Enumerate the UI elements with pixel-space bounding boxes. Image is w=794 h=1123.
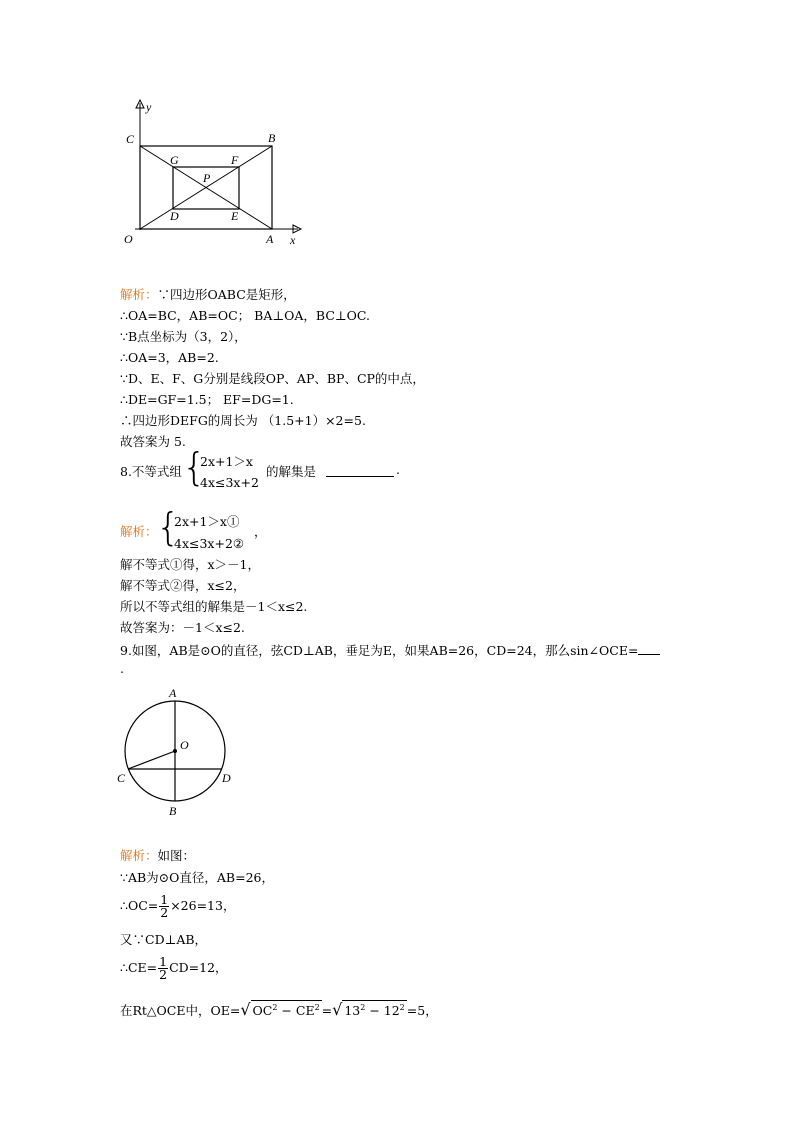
center-point xyxy=(173,749,177,753)
label-o: O xyxy=(180,738,189,752)
q7-solution-line3: ∵B点坐标为（3，2）， xyxy=(120,329,247,344)
q8-solution-line3: 所以不等式组的解集是－1＜x≤2. xyxy=(120,599,308,614)
q8-solution-line1: 解不等式①得，x＞－1， xyxy=(120,557,261,572)
q8-prefix: 8.不等式组 xyxy=(120,464,182,479)
q8-inequality-1: 2x+1＞x xyxy=(200,454,253,469)
label-c: C xyxy=(126,132,135,146)
sqrt-expression-2: $13^2 - 12^2$ xyxy=(342,1000,406,1017)
brace: { xyxy=(156,505,181,549)
q8-question: 8.不等式组 { 2x+1＞x 4x≤3x+2 的解集是 . xyxy=(120,445,400,490)
label-x: x xyxy=(290,233,296,247)
label-o: O xyxy=(124,232,133,246)
q8-solution-line4: 故答案为：－1＜x≤2. xyxy=(120,620,245,635)
label-d: D xyxy=(222,771,231,785)
label-d: D xyxy=(170,209,179,223)
q9-solution-line5: ∴CE= $\frac{1}{2}$ CD=12， xyxy=(120,954,228,982)
label-y: y xyxy=(146,100,152,114)
label-a: A xyxy=(266,232,274,246)
sqrt-expression-1: $OC^2 - CE^2$ xyxy=(251,1000,322,1017)
solution-label: 解析： xyxy=(120,524,158,539)
q8-solution-line2: 解不等式②得，x≤2， xyxy=(120,578,246,593)
q8-solution-inequality-2: 4x≤3x+2② xyxy=(174,536,245,551)
label-a: A xyxy=(169,686,177,700)
q9-solution-line1: 解析：如图： xyxy=(120,848,196,863)
answer-blank xyxy=(326,462,394,477)
q9-question-end: . xyxy=(120,661,124,676)
q7-solution-line6: ∴DE=GF=1.5； EF=DG=1. xyxy=(120,392,294,407)
q8-inequality-2: 4x≤3x+2 xyxy=(200,475,259,490)
q7-solution-line5: ∵D、E、F、G分别是线段OP、AP、BP、CP的中点， xyxy=(120,371,425,386)
q8-solution-system: 解析： { 2x+1＞x① 4x≤3x+2② ， xyxy=(120,505,267,551)
q9-solution-line3: ∴OC= $\frac{1}{2}$ ×26=13， xyxy=(120,892,236,920)
label-p: P xyxy=(203,171,211,185)
q8-suffix: 的解集是 xyxy=(266,464,317,479)
fraction-half: $\frac{1}{2}$ xyxy=(160,892,169,920)
label-g: G xyxy=(170,153,179,167)
q7-solution-line4: ∴OA=3，AB=2. xyxy=(120,350,219,365)
solution-label: 解析： xyxy=(120,848,158,863)
q7-solution-line7: ∴四边形DEFG的周长为 （1.5+1）×2=5. xyxy=(120,413,366,428)
q8-solution-inequality-1: 2x+1＞x① xyxy=(174,514,240,529)
circle-figure xyxy=(112,684,242,819)
label-f: F xyxy=(231,153,239,167)
q7-solution-line8: 故答案为 5. xyxy=(120,434,186,449)
label-b: B xyxy=(169,804,177,818)
label-c: C xyxy=(117,771,126,785)
label-e: E xyxy=(231,209,239,223)
q7-solution-line1: 解析：∵四边形OABC是矩形， xyxy=(120,287,296,302)
label-b: B xyxy=(268,131,276,145)
q9-solution-line6: 在Rt△OCE中，OE=√ $OC^2 - CE^2$ =√ $13^2 - 12^2 =5$， xyxy=(120,1000,438,1019)
q9-question: 9.如图，AB是⊙O的直径，弦CD⊥AB，垂足为E，如果AB=26，CD=24，那么sin∠OCE= xyxy=(120,641,660,659)
brace: { xyxy=(182,445,207,489)
q9-solution-line2: ∵AB为⊙O直径，AB=26， xyxy=(120,870,274,885)
answer-blank xyxy=(638,641,660,655)
rectangle-figure xyxy=(118,98,308,250)
solution-label: 解析： xyxy=(120,287,158,302)
q7-solution-line2: ∴OA=BC，AB=OC； BA⊥OA，BC⊥OC. xyxy=(120,308,370,323)
q9-solution-line4: 又∵CD⊥AB， xyxy=(120,932,208,947)
segment-oc xyxy=(128,751,175,769)
fraction-half: $\frac{1}{2}$ xyxy=(159,954,168,982)
